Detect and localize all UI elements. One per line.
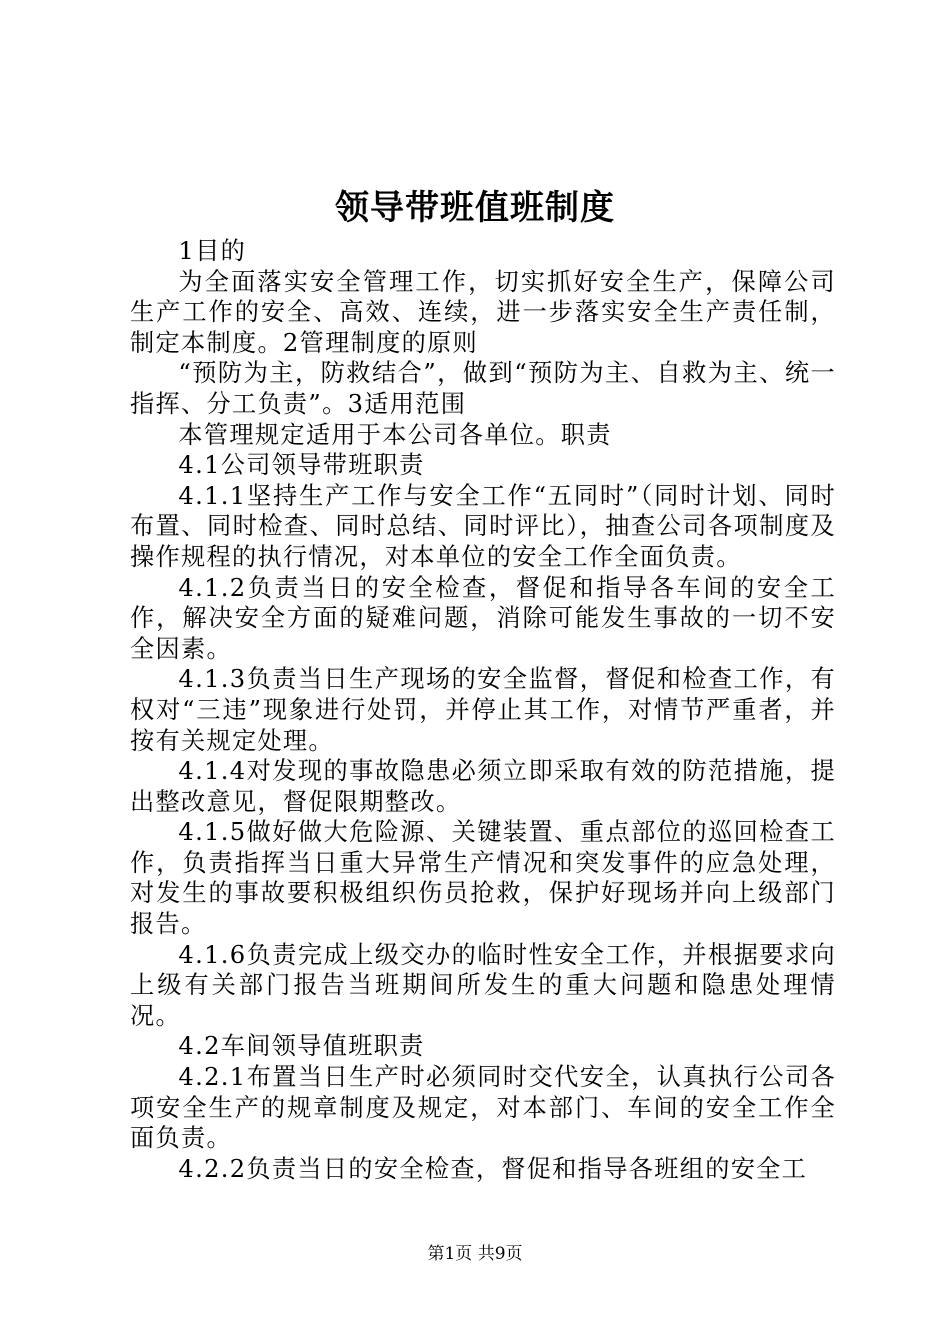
paragraph-4-2-2: 4.2.2负责当日的安全检查，督促和指导各班组的安全工 — [178, 1154, 808, 1183]
paragraph-4-1-3: 4.1.3负责当日生产现场的安全监督，督促和检查工作，有权对“三违”现象进行处罚，并停止其工作，对情节严重者，并按有关规定处理。 — [130, 665, 836, 755]
paragraph-4-1-4: 4.1.4对发现的事故隐患必须立即采取有效的防范措施，提出整改意见，督促限期整改。 — [130, 757, 836, 816]
paragraph-4-1-5: 4.1.5做好做大危险源、关键装置、重点部位的巡回检查工作，负责指挥当日重大异常生产情况和突发事件的应急处理，对发生的事故要积极组织伤员抢救，保护好现场并向上级部门报告。 — [130, 818, 836, 939]
paragraph-4-1-2: 4.1.2负责当日的安全检查，督促和指导各车间的安全工作，解决安全方面的疑难问题，消除可能发生事故的一切不安全因素。 — [130, 573, 836, 663]
paragraph-4-1-1: 4.1.1坚持生产工作与安全工作“五同时”（同时计划、同时布置、同时检查、同时总结、同时评比），抽查公司各项制度及操作规程的执行情况，对本单位的安全工作全面负责。 — [130, 481, 836, 571]
paragraph-4-2-heading: 4.2车间领导值班职责 — [178, 1032, 425, 1061]
paragraph-3: “预防为主，防救结合”，做到“预防为主、自救为主、统一指挥、分工负责”。3适用范围 — [130, 359, 836, 418]
paragraph-1-purpose: 1目的 — [178, 237, 247, 265]
paragraph-4-1-heading: 4.1公司领导带班职责 — [178, 451, 425, 480]
paragraph-4-2-1: 4.2.1布置当日生产时必须同时交代安全，认真执行公司各项安全生产的规章制度及规定，对本部门、车间的安全工作全面负责。 — [130, 1063, 836, 1153]
paragraph-4: 本管理规定适用于本公司各单位。职责 — [178, 420, 612, 449]
document-title: 领导带班值班制度 — [335, 188, 615, 228]
page-number-footer: 第1页 共9页 — [427, 1244, 523, 1264]
document-body — [130, 236, 836, 1184]
paragraph-4-1-6: 4.1.6负责完成上级交办的临时性安全工作，并根据要求向上级有关部门报告当班期间所发生的重大问题和隐患处理情况。 — [130, 940, 836, 1030]
paragraph-2: 为全面落实安全管理工作，切实抓好安全生产，保障公司生产工作的安全、高效、连续，进一步落实安全生产责任制，制定本制度。2管理制度的原则 — [130, 267, 836, 357]
